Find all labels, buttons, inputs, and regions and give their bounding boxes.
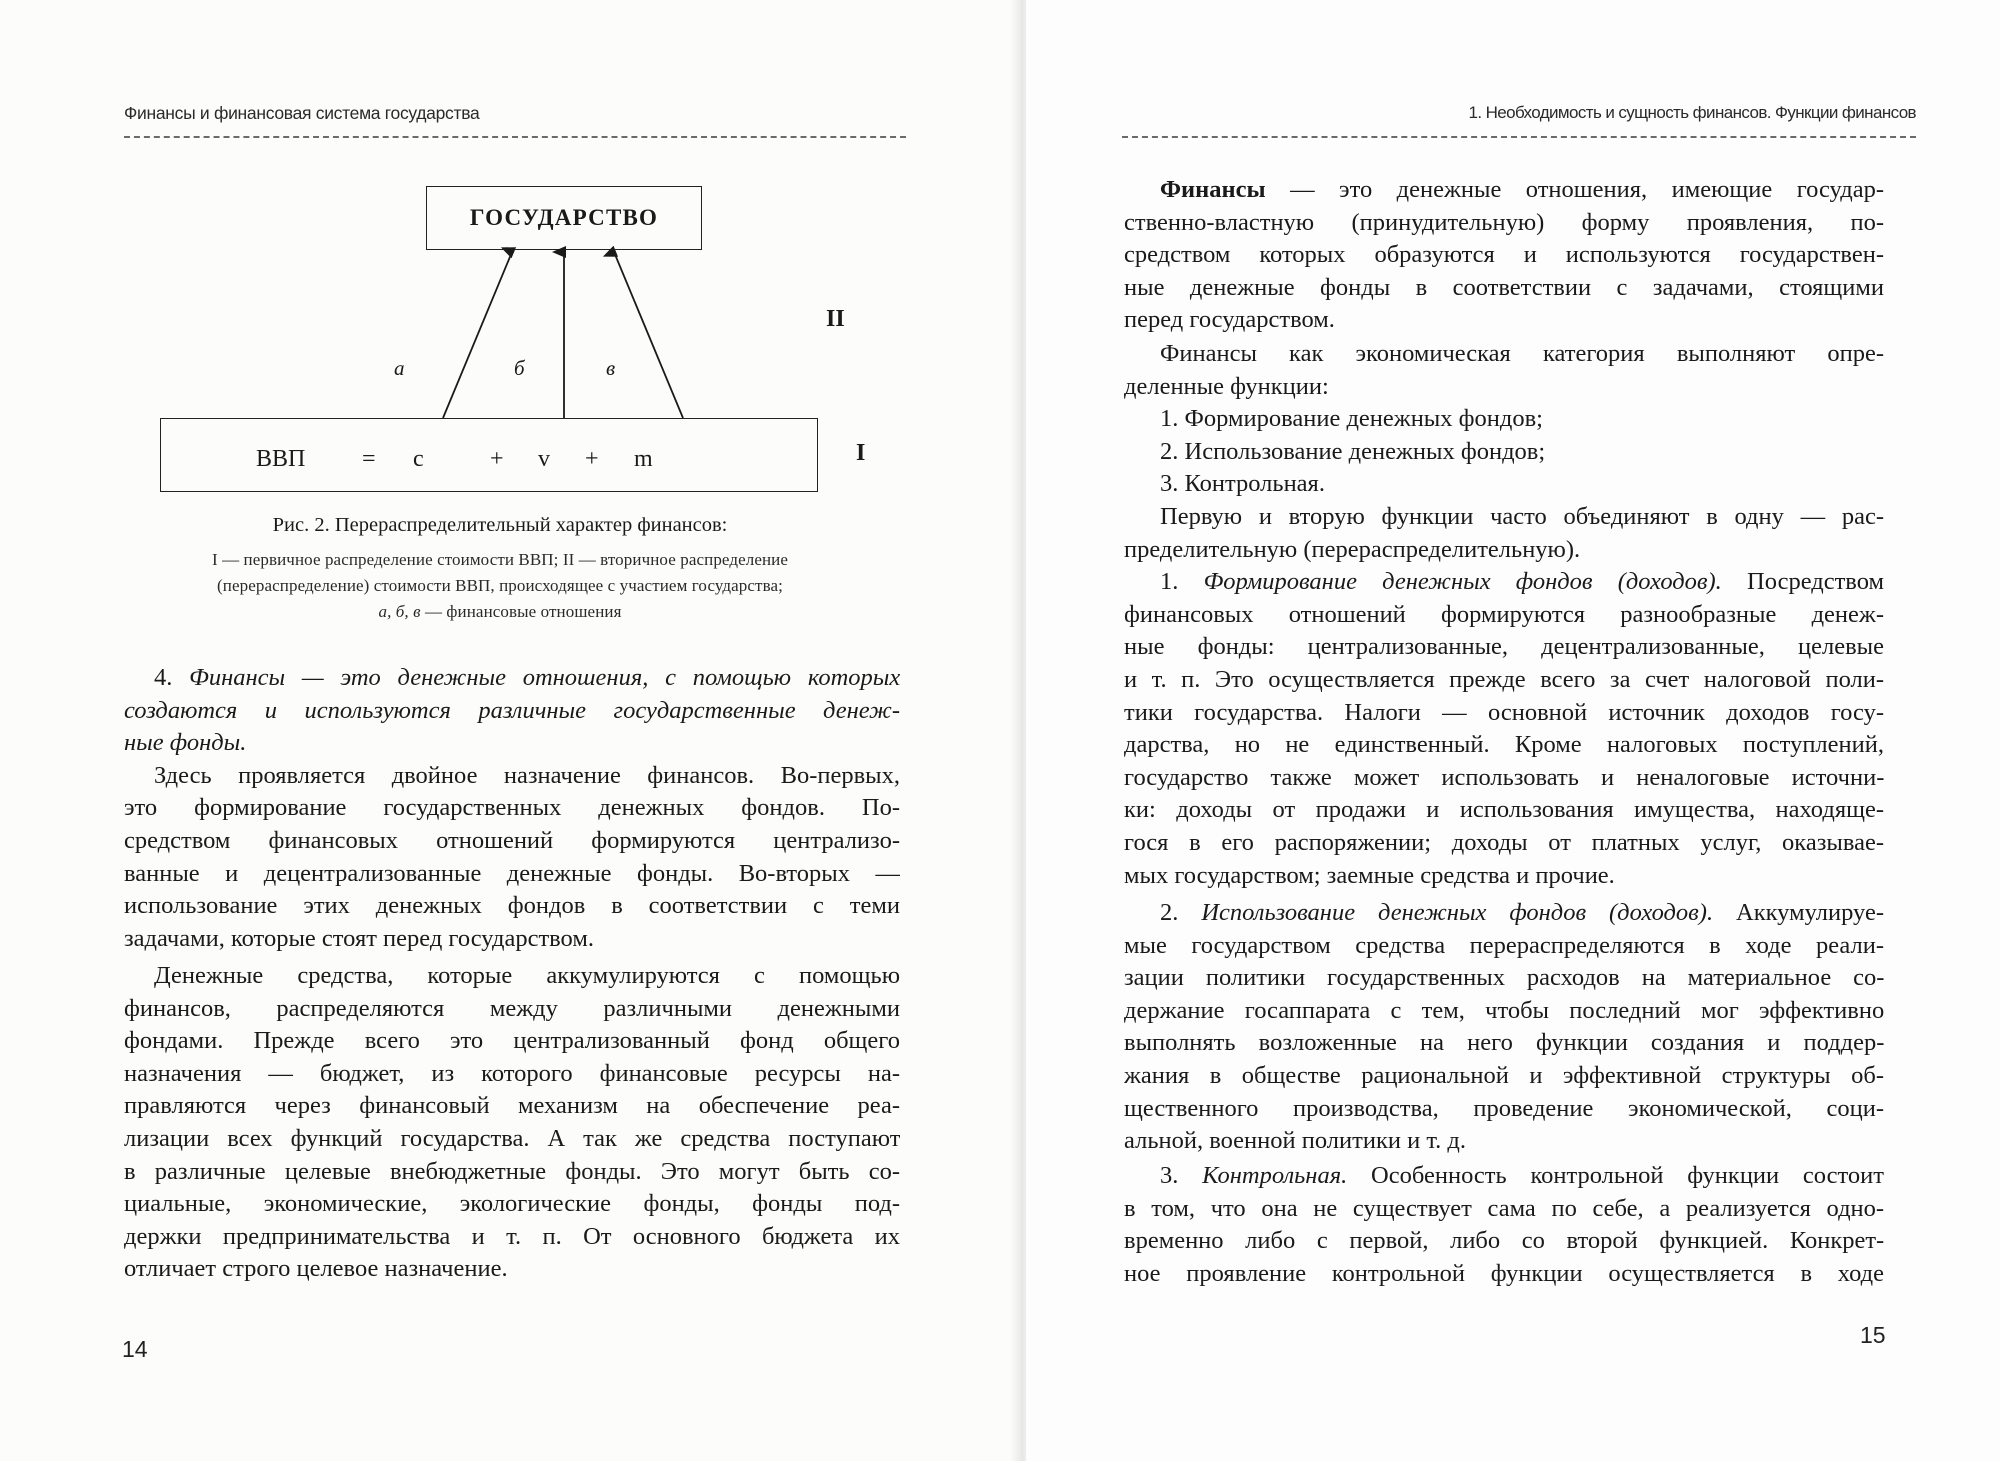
p2-text-6: задачами, которые стоят перед государством.: [124, 924, 594, 952]
p3-text-3: фондами. Прежде всего это централизованный фонд общего: [124, 1027, 900, 1055]
eq-gdp: ВВП: [256, 446, 306, 472]
def-line-2: [1124, 207, 1884, 240]
paragraph-4-line-3: [124, 727, 900, 760]
paragraph-4-text-3: ные фонды.: [124, 729, 247, 757]
p3-text-4: назначения — бюджет, из которого финансовые ресурсы на-: [124, 1059, 900, 1087]
p2-text-1: Здесь проявляется двойное назначение финансов. Во-первых,: [154, 761, 900, 789]
redistribution-diagram: [0, 0, 1022, 640]
f1-line-9: [1124, 827, 1884, 860]
f2-text-6: щественного производства, проведение экономической, соци-: [1124, 1094, 1884, 1122]
f1-text-2: ные фонды: централизованные, децентрализованные, целевые: [1124, 633, 1884, 661]
f3-title: Контрольная.: [1202, 1162, 1348, 1189]
f2-text-4: выполнять возложенные на него функции создания и поддер-: [1124, 1029, 1884, 1057]
paragraph-4-line-1: [154, 662, 900, 695]
f1-text-4: тики государства. Налоги — основной источник доходов госу-: [1124, 698, 1884, 726]
caption-abv: а, б, в: [378, 602, 421, 621]
def-line-3: [1124, 239, 1884, 272]
p3-line-2: [124, 993, 900, 1026]
f3-line-1: [1160, 1160, 1884, 1193]
f1-text-1: финансовых отношений формируются разнообразные денеж-: [1124, 600, 1884, 628]
level-i: I: [856, 440, 866, 466]
p3-line-1: [154, 960, 900, 993]
def-text-1: ственно-властную (принудительную) форму проявления, по-: [1124, 208, 1884, 236]
p3-text-5: правляются через финансовый механизм на обеспечение реа-: [124, 1092, 900, 1120]
arrows-svg: [0, 0, 1022, 640]
right-running-head: 1. Необходимость и сущность финансов. Функции финансов: [1468, 103, 1916, 122]
figure-caption-line-2: (перераспределение) стоимости ВВП, происходящее с участием государства;: [217, 576, 783, 595]
merge-note-line-2: [1124, 534, 1884, 567]
eq-plus-1: +: [490, 446, 504, 472]
p2-text-5: использование этих денежных фондов в соответствии с теми: [124, 892, 900, 920]
f2-line-8: [1124, 1125, 1884, 1158]
p3-text-6: лизации всех функций государства. А так же средства поступают: [124, 1125, 900, 1152]
caption-rest: — финансовые отношения: [420, 602, 622, 621]
right-page-number: 15: [1860, 1322, 1886, 1348]
p3-line-3: [124, 1025, 900, 1058]
f3-number: 3.: [1160, 1162, 1203, 1189]
p3-text-2: финансов, распределяются между различными денежными: [124, 994, 900, 1022]
f1-text-5: дарства, но не единственный. Кроме налоговых поступлений,: [1124, 731, 1884, 759]
eq-equals: =: [362, 446, 376, 472]
p3-line-4: [124, 1058, 900, 1091]
f1-title: Формирование денежных фондов (доходов).: [1203, 568, 1722, 596]
f1-text-9: мых государством; заемные средства и прочие.: [1124, 861, 1615, 889]
f1-text-3: и т. п. Это осуществляется прежде всего за счет налоговой поли-: [1124, 666, 1884, 693]
def-text-2: средством которых образуются и используются государствен-: [1124, 241, 1884, 269]
label-a: а: [394, 356, 405, 380]
f1-line-7: [1124, 762, 1884, 795]
arrow-a: [443, 252, 512, 418]
p3-text-8: циальные, экономические, экологические фонды, фонды под-: [124, 1190, 900, 1218]
f2-text-2: зации политики государственных расходов на материальное со-: [1124, 964, 1884, 992]
p2-line-2: [124, 792, 900, 825]
arrow-v: [614, 252, 683, 418]
functions-intro-line-1: [1160, 338, 1884, 371]
eq-v: v: [538, 446, 550, 472]
f3-text-0: Особенность контрольной функции состоит: [1347, 1162, 1884, 1189]
merge-note-text-1: Первую и вторую функции часто объединяют в одну — рас-: [1160, 503, 1884, 530]
p3-line-10: [124, 1253, 900, 1286]
def-line-1: [1160, 174, 1884, 207]
def-line-4: [1124, 272, 1884, 305]
p3-line-9: [124, 1221, 900, 1254]
def-text-3: ные денежные фонды в соответствии с задачами, стоящими: [1124, 273, 1884, 301]
f2-text-3: держание госаппарата с тем, чтобы последний мог эффективно: [1124, 996, 1884, 1024]
p3-text-9: держки предпринимательства и т. п. От основного бюджета их: [124, 1222, 900, 1250]
p2-line-5: [124, 890, 900, 923]
f1-line-8: [1124, 794, 1884, 827]
f1-text-6: государство также может использовать и неналоговые источни-: [1124, 763, 1884, 791]
f2-line-3: [1124, 962, 1884, 995]
f1-number: 1.: [1160, 568, 1204, 596]
paragraph-4-line-2: [124, 695, 900, 728]
f2-line-2: [1124, 930, 1884, 963]
p3-line-5: [124, 1090, 900, 1123]
p3-line-7: [124, 1156, 900, 1189]
f2-title: Использование денежных фондов (доходов).: [1201, 899, 1714, 926]
f1-line-2: [1124, 599, 1884, 632]
label-b: б: [514, 356, 525, 380]
p3-text-7: в различные целевые внебюджетные фонды. Это могут быть со-: [124, 1157, 900, 1185]
p2-text-3: средством финансовых отношений формируются централизо-: [124, 827, 900, 854]
eq-c: c: [413, 446, 424, 472]
f1-text-0: Посредством: [1721, 568, 1884, 596]
f1-line-4: [1124, 664, 1884, 697]
figure-caption-line-3: [110, 602, 890, 622]
f1-line-6: [1124, 729, 1884, 762]
level-ii: II: [826, 306, 845, 332]
p2-text-2: это формирование государственных денежных фондов. По-: [124, 794, 900, 822]
label-v: в: [606, 356, 616, 380]
f1-text-8: гося в его распоряжении; доходы от платных услуг, оказывае-: [1124, 829, 1884, 856]
function-list-item-2: 2. Использование денежных фондов;: [1160, 437, 1546, 465]
eq-m: m: [634, 446, 653, 472]
def-line-5: [1124, 304, 1884, 337]
f2-line-6: [1124, 1060, 1884, 1093]
f1-text-7: ки: доходы от продажи и использования имущества, находяще-: [1124, 796, 1884, 824]
right-header-rule: [1122, 136, 1916, 138]
merge-note-text-2: пределительную (перераспределительную).: [1124, 535, 1581, 563]
f2-text-1: мые государством средства перераспределяются в ходе реали-: [1124, 931, 1884, 959]
f2-line-5: [1124, 1027, 1884, 1060]
p2-text-4: ванные и децентрализованные денежные фонды. Во-вторых —: [124, 859, 900, 887]
p2-line-6: [124, 923, 900, 956]
def-term: Финансы: [1160, 176, 1266, 203]
f2-text-5: жания в обществе рациональной и эффективной структуры об-: [1124, 1062, 1884, 1089]
p2-line-1: [154, 760, 900, 793]
functions-intro-text-1: Финансы как экономическая категория выполняют опре-: [1160, 340, 1884, 367]
function-list-item-1: 1. Формирование денежных фондов;: [1160, 405, 1543, 433]
p3-line-6: [124, 1123, 900, 1156]
f3-line-3: [1124, 1225, 1884, 1258]
f3-text-1: в том, что она не существует сама по себе, а реализуется одно-: [1124, 1194, 1884, 1222]
f2-line-4: [1124, 995, 1884, 1028]
state-box: ГОСУДАРСТВО: [426, 186, 702, 250]
p3-text-10: отличает строго целевое назначение.: [124, 1255, 508, 1283]
paragraph-4-text-1: Финансы — это денежные отношения, с помощью которых: [189, 664, 900, 691]
f1-line-3: [1124, 631, 1884, 664]
f2-number: 2.: [1160, 899, 1202, 926]
p3-text-1: Денежные средства, которые аккумулируются с помощью: [154, 962, 900, 989]
f1-line-10: [1124, 860, 1884, 893]
p2-line-3: [124, 825, 900, 858]
left-running-head: Финансы и финансовая система государства: [124, 103, 480, 123]
f3-line-4: [1124, 1258, 1884, 1291]
f2-text-7: альной, военной политики и т. д.: [1124, 1127, 1467, 1155]
f3-text-2: временно либо с первой, либо со второй функцией. Конкрет-: [1124, 1227, 1884, 1255]
def-text-0: — это денежные отношения, имеющие государ-: [1265, 176, 1884, 203]
paragraph-4-text-2: создаются и используются различные государственные денеж-: [124, 696, 900, 724]
f2-line-1: [1160, 897, 1884, 930]
functions-intro-line-2: [1124, 371, 1884, 404]
function-list-item-3: 3. Контрольная.: [1160, 470, 1325, 498]
eq-plus-2: +: [585, 446, 599, 472]
f2-text-0: Аккумулируе-: [1713, 899, 1884, 926]
functions-intro-text-2: деленные функции:: [1124, 372, 1329, 400]
paragraph-4-number: 4.: [154, 664, 190, 691]
figure-caption-title: Рис. 2. Перераспределительный характер финансов:: [272, 514, 728, 536]
p3-line-8: [124, 1188, 900, 1221]
f2-line-7: [1124, 1093, 1884, 1126]
f3-line-2: [1124, 1193, 1884, 1226]
f1-line-5: [1124, 697, 1884, 730]
f1-line-1: [1160, 566, 1884, 599]
merge-note-line-1: [1160, 501, 1884, 534]
def-text-4: перед государством.: [1124, 306, 1335, 334]
figure-caption-line-1: I — первичное распределение стоимости ВВП; II — вторичное распределение: [211, 550, 789, 569]
p2-line-4: [124, 858, 900, 891]
f3-text-3: ное проявление контрольной функции осуществляется в ходе: [1124, 1259, 1884, 1287]
left-page-number: 14: [122, 1336, 148, 1362]
